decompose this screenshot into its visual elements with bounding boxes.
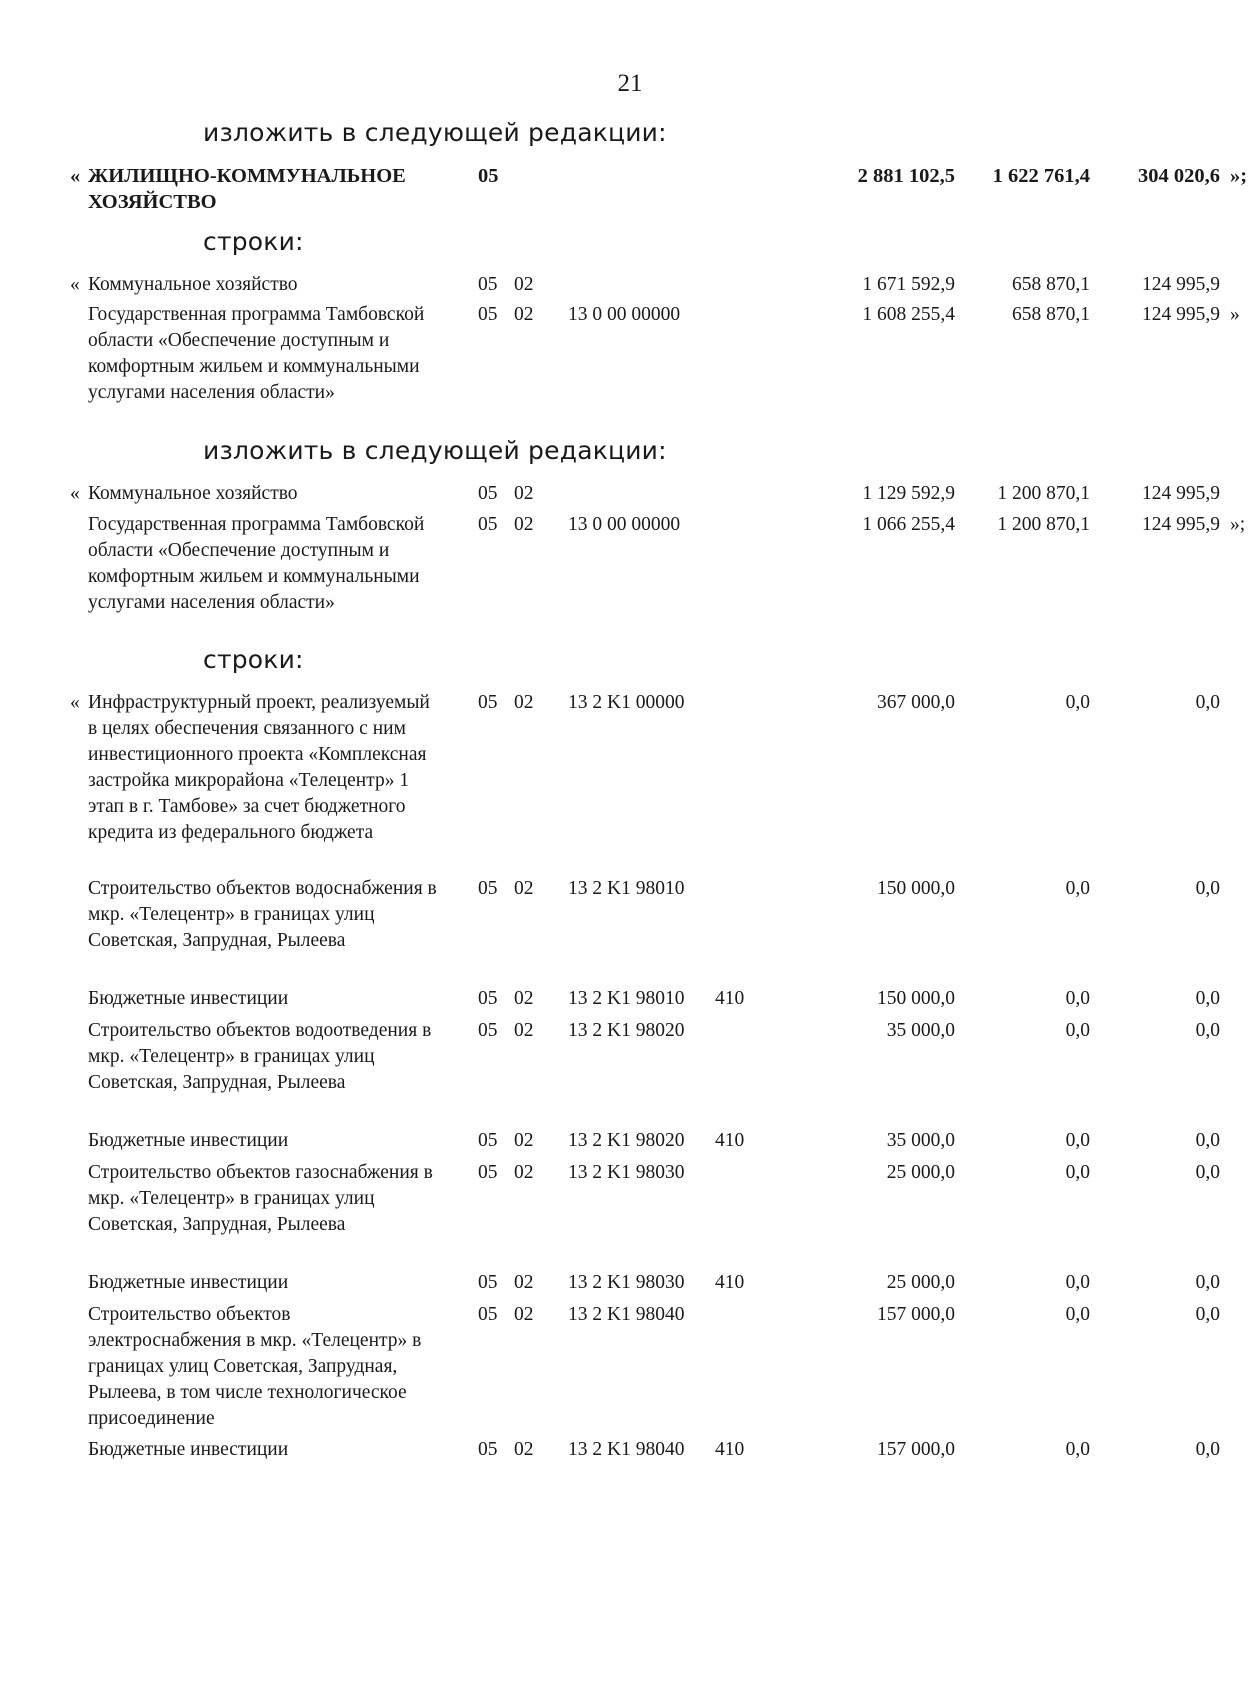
amount-year-2: 0,0 — [1065, 692, 1090, 713]
section-heading: изложить в следующей редакции: — [203, 436, 667, 465]
row-name: Бюджетные инвестиции — [88, 1272, 289, 1293]
section-heading: строки: — [203, 645, 304, 674]
quote-open: « — [70, 274, 80, 295]
amount-year-2: 1 200 870,1 — [997, 514, 1090, 535]
row-name: Государственная программа Тамбовской области «Обеспечение доступным и комфортным жильем и коммунальными услугами населения области» — [88, 514, 425, 613]
row-name: Строительство объектов газоснабжения в мкр. «Телецентр» в границах улиц Советская, Запрудная, Рылеева — [88, 1162, 433, 1235]
subsection-code: 02 — [514, 878, 534, 899]
subsection-code: 02 — [514, 483, 534, 504]
expense-type-code: 410 — [715, 1272, 745, 1293]
section-code: 05 — [478, 304, 498, 325]
subsection-code: 02 — [514, 988, 534, 1009]
row-name: Строительство объектов водоснабжения в мкр. «Телецентр» в границах улиц Советская, Запрудная, Рылеева — [88, 878, 437, 951]
amount-year-3: 124 995,9 — [1142, 514, 1220, 535]
amount-year-1: 35 000,0 — [886, 1130, 955, 1151]
amount-year-1: 1 671 592,9 — [862, 274, 955, 295]
amount-year-3: 0,0 — [1195, 1304, 1220, 1325]
row-name: Бюджетные инвестиции — [88, 1439, 289, 1460]
target-article-code: 13 2 K1 98010 — [568, 878, 685, 899]
quote-open: « — [70, 692, 80, 713]
amount-year-2: 0,0 — [1065, 1439, 1090, 1460]
section-code: 05 — [478, 165, 499, 187]
target-article-code: 13 2 K1 98030 — [568, 1272, 685, 1293]
amount-year-2: 658 870,1 — [1012, 304, 1090, 325]
subsection-code: 02 — [514, 1130, 534, 1151]
amount-year-1: 25 000,0 — [886, 1162, 955, 1183]
section-code: 05 — [478, 692, 498, 713]
target-article-code: 13 2 K1 98040 — [568, 1304, 685, 1325]
section-code: 05 — [478, 514, 498, 535]
target-article-code: 13 2 K1 98010 — [568, 988, 685, 1009]
subsection-code: 02 — [514, 1439, 534, 1460]
amount-year-2: 0,0 — [1065, 988, 1090, 1009]
target-article-code: 13 2 K1 00000 — [568, 692, 685, 713]
amount-year-3: 0,0 — [1195, 1162, 1220, 1183]
amount-year-2: 0,0 — [1065, 1020, 1090, 1041]
amount-year-2: 0,0 — [1065, 878, 1090, 899]
amount-year-1: 150 000,0 — [877, 988, 955, 1009]
amount-year-1: 157 000,0 — [877, 1304, 955, 1325]
page-number: 21 — [617, 70, 643, 97]
amount-year-2: 1 622 761,4 — [992, 165, 1090, 187]
amount-year-2: 1 200 870,1 — [997, 483, 1090, 504]
section-code: 05 — [478, 878, 498, 899]
subsection-code: 02 — [514, 692, 534, 713]
expense-type-code: 410 — [715, 988, 745, 1009]
quote-close: » — [1230, 304, 1240, 325]
subsection-code: 02 — [514, 1304, 534, 1325]
row-name: Коммунальное хозяйство — [88, 483, 298, 504]
subsection-code: 02 — [514, 274, 534, 295]
section-code: 05 — [478, 274, 498, 295]
amount-year-1: 1 066 255,4 — [862, 514, 955, 535]
target-article-code: 13 2 K1 98040 — [568, 1439, 685, 1460]
quote-open: « — [70, 483, 80, 504]
section-heading: изложить в следующей редакции: — [203, 118, 667, 147]
amount-year-1: 25 000,0 — [886, 1272, 955, 1293]
row-name: Строительство объектов электроснабжения в мкр. «Телецентр» в границах улиц Советская, Запрудная, Рылеева, в том числе технологическое присоединение — [88, 1304, 422, 1429]
section-code: 05 — [478, 483, 498, 504]
row-name: Инфраструктурный проект, реализуемый в целях обеспечения связанного с ним инвестиционного проекта «Комплексная застройка микрорайона «Телецентр» 1 этап в г. Тамбове» за счет бюджетного кредита из федерального бюджета — [88, 692, 430, 843]
amount-year-3: 0,0 — [1195, 988, 1220, 1009]
amount-year-3: 124 995,9 — [1142, 483, 1220, 504]
amount-year-3: 304 020,6 — [1138, 165, 1220, 187]
subsection-code: 02 — [514, 514, 534, 535]
amount-year-2: 0,0 — [1065, 1304, 1090, 1325]
expense-type-code: 410 — [715, 1130, 745, 1151]
amount-year-3: 0,0 — [1195, 1272, 1220, 1293]
amount-year-3: 0,0 — [1195, 1130, 1220, 1151]
row-name: ЖИЛИЩНО-КОММУНАЛЬНОЕ ХОЗЯЙСТВО — [88, 165, 406, 213]
target-article-code: 13 2 K1 98020 — [568, 1130, 685, 1151]
row-name: Бюджетные инвестиции — [88, 1130, 289, 1151]
section-code: 05 — [478, 1304, 498, 1325]
subsection-code: 02 — [514, 1272, 534, 1293]
target-article-code: 13 0 00 00000 — [568, 514, 681, 535]
target-article-code: 13 2 K1 98020 — [568, 1020, 685, 1041]
amount-year-1: 367 000,0 — [877, 692, 955, 713]
quote-close: »; — [1230, 165, 1248, 187]
row-name: Государственная программа Тамбовской области «Обеспечение доступным и комфортным жильем и коммунальными услугами населения области» — [88, 304, 425, 403]
amount-year-1: 1 608 255,4 — [862, 304, 955, 325]
amount-year-1: 35 000,0 — [886, 1020, 955, 1041]
amount-year-3: 124 995,9 — [1142, 274, 1220, 295]
row-name: Строительство объектов водоотведения в мкр. «Телецентр» в границах улиц Советская, Запрудная, Рылеева — [88, 1020, 432, 1093]
amount-year-1: 2 881 102,5 — [857, 165, 955, 187]
amount-year-1: 157 000,0 — [877, 1439, 955, 1460]
row-name: Бюджетные инвестиции — [88, 988, 289, 1009]
amount-year-3: 0,0 — [1195, 1439, 1220, 1460]
amount-year-2: 0,0 — [1065, 1130, 1090, 1151]
section-code: 05 — [478, 1162, 498, 1183]
target-article-code: 13 0 00 00000 — [568, 304, 681, 325]
amount-year-1: 150 000,0 — [877, 878, 955, 899]
amount-year-3: 0,0 — [1195, 878, 1220, 899]
amount-year-2: 658 870,1 — [1012, 274, 1090, 295]
quote-close: »; — [1230, 514, 1246, 535]
target-article-code: 13 2 K1 98030 — [568, 1162, 685, 1183]
subsection-code: 02 — [514, 1162, 534, 1183]
amount-year-3: 0,0 — [1195, 1020, 1220, 1041]
amount-year-1: 1 129 592,9 — [862, 483, 955, 504]
row-name: Коммунальное хозяйство — [88, 274, 298, 295]
amount-year-2: 0,0 — [1065, 1162, 1090, 1183]
quote-open: « — [70, 165, 81, 187]
amount-year-3: 0,0 — [1195, 692, 1220, 713]
section-code: 05 — [478, 1272, 498, 1293]
section-code: 05 — [478, 1020, 498, 1041]
section-code: 05 — [478, 988, 498, 1009]
expense-type-code: 410 — [715, 1439, 745, 1460]
amount-year-2: 0,0 — [1065, 1272, 1090, 1293]
section-code: 05 — [478, 1439, 498, 1460]
amount-year-3: 124 995,9 — [1142, 304, 1220, 325]
section-code: 05 — [478, 1130, 498, 1151]
subsection-code: 02 — [514, 1020, 534, 1041]
subsection-code: 02 — [514, 304, 534, 325]
section-heading: строки: — [203, 227, 304, 256]
